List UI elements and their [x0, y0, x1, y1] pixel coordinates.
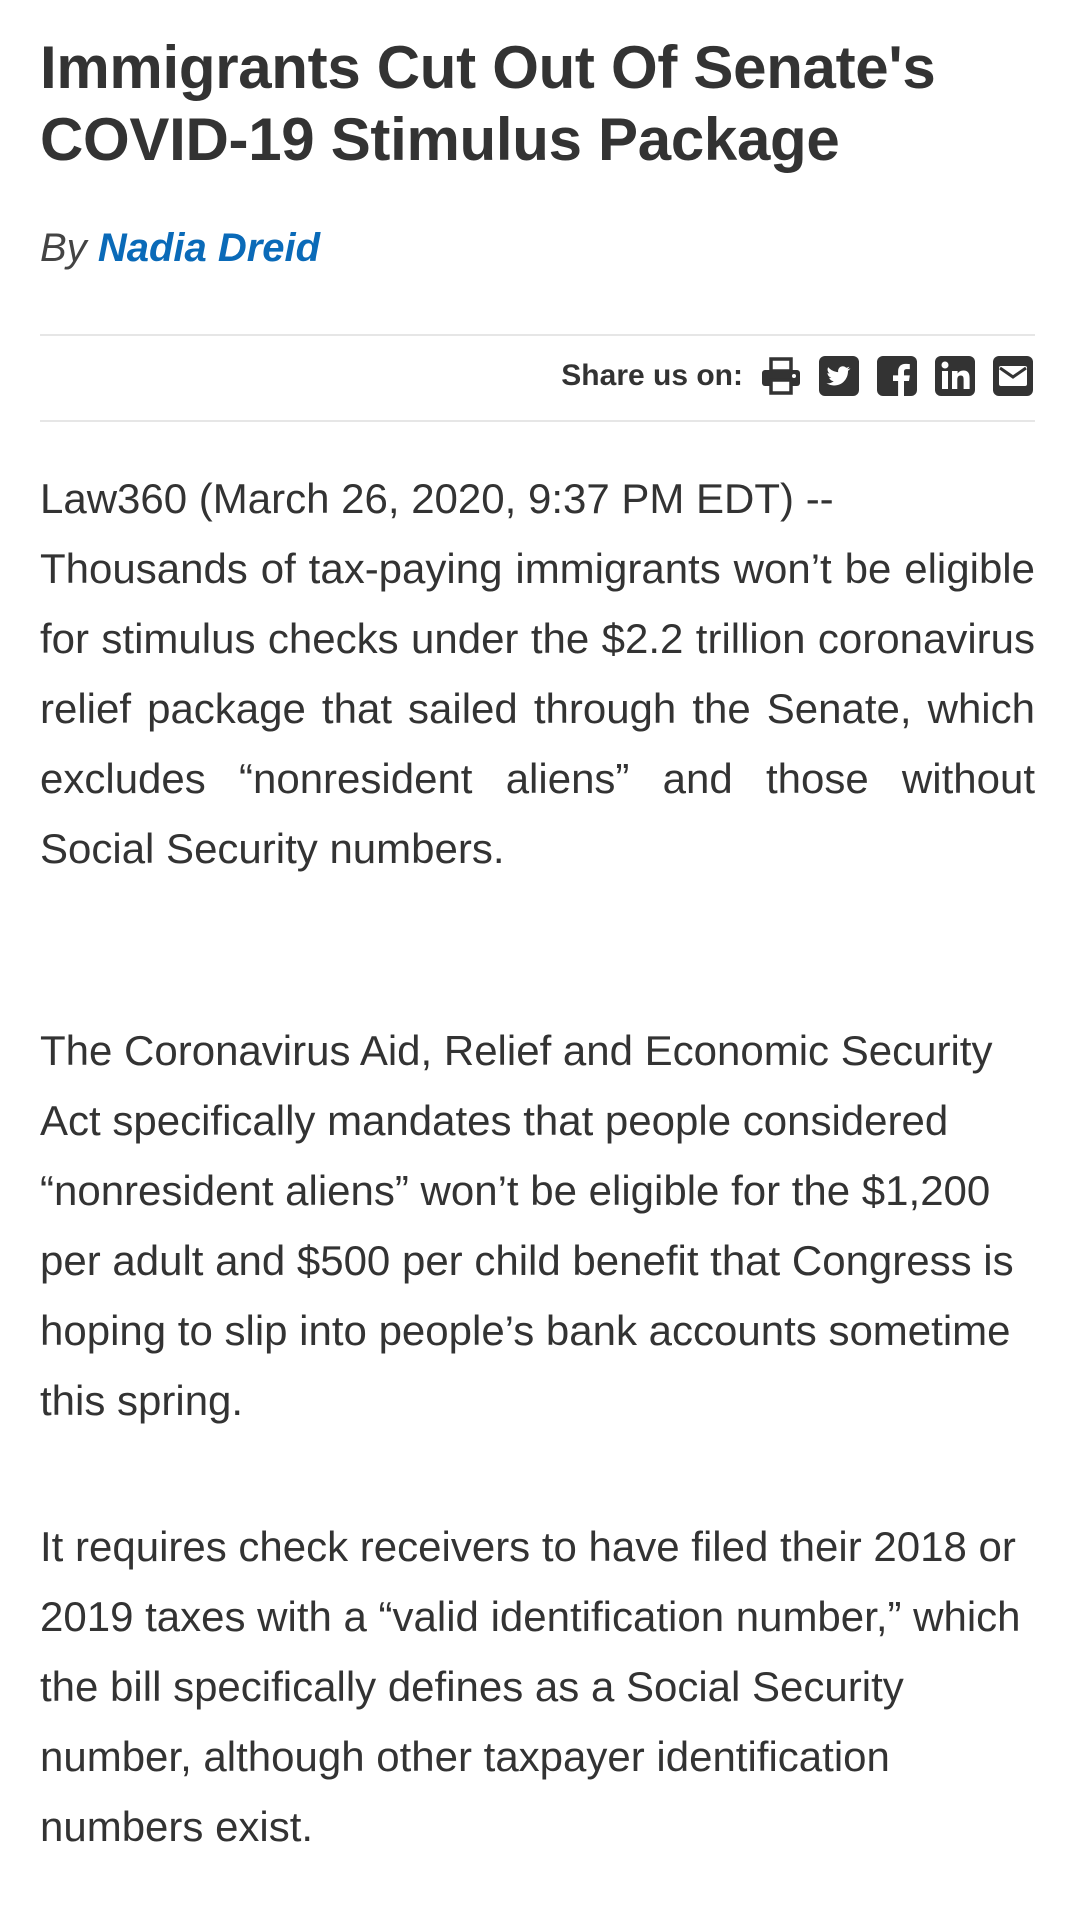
author-link[interactable]: Nadia Dreid — [97, 226, 321, 270]
article-paragraph-2: The Coronavirus Aid, Relief and Economic Security Act specifically mandates that people considered “nonresident aliens” won’t be eligible for the $1,200 per adult and $500 per child benefit that Congress is hoping to slip into people’s bank accounts sometime this spring. — [40, 1027, 1014, 1424]
linkedin-icon[interactable] — [933, 354, 977, 398]
article-paragraph-3: It requires check receivers to have filed their 2018 or 2019 taxes with a “valid identification number,” which the bill specifically defines as a Social Security number, although other taxpayer identification numbers exist. — [40, 1523, 1021, 1850]
twitter-icon[interactable] — [817, 354, 861, 398]
byline — [40, 220, 320, 276]
share-bar — [561, 348, 1035, 404]
share-label: Share us on: — [561, 359, 743, 392]
divider-top — [40, 334, 1035, 336]
article-title: Immigrants Cut Out Of Senate's COVID-19 Stimulus Package — [40, 34, 936, 173]
paragraph-1-text: Thousands of tax-paying immigrants won’t be eligible for stimulus checks under the $2.2 trillion coronavirus relief package that sailed through the Senate, which excludes “nonresident aliens” and those without Social Security numbers. — [40, 545, 1035, 872]
byline-prefix: By — [40, 226, 87, 270]
email-icon[interactable] — [991, 354, 1035, 398]
dateline: Law360 (March 26, 2020, 9:37 PM EDT) -- — [40, 475, 834, 522]
article-paragraph-1 — [40, 464, 1035, 884]
divider-bottom — [40, 420, 1035, 422]
print-icon[interactable] — [759, 354, 803, 398]
facebook-icon[interactable] — [875, 354, 919, 398]
